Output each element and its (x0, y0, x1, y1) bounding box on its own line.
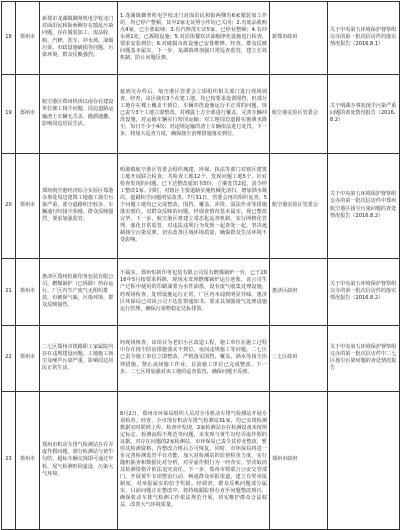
row-problem: 航空港区郑州机场以南存在建设单位施工扬尘问题，周边道路运输渣土车辆无苫盖、抛洒遗撒，影响周边居民生活。 (40, 74, 118, 153)
row-report: 关于中央第五环境保护督察组交办的第一批次信访件的落实情况报告（2016.8.2） (328, 258, 400, 325)
row-number: 21 (2, 258, 16, 325)
row-number: 18 (2, 1, 16, 74)
row-city: 郑州市 (16, 153, 40, 258)
row-city: 郑州市 (16, 258, 40, 325)
report-table (1, 1, 400, 530)
row-number: 22 (2, 325, 16, 391)
table-row (2, 153, 400, 258)
table-row (2, 1, 400, 74)
row-report: 关于中央第五环境保护督察组交办的第一批次信访件中郑州航空港区扬尘污染问题的查处情况报告（2016.8.2） (328, 153, 400, 258)
row-city: 郑州市 (16, 325, 40, 391)
row-report: 关于中央第五环境保护督察组交办的第一批次信访件中二七区扬尘污染问题的查处情况报告 (328, 325, 400, 391)
table-row (2, 74, 400, 153)
row-report (328, 391, 400, 529)
row-problem: 郑州航空港经济综合实验区郑港办事处周边建筑工地施工扬尘污染严重，部分道路积尘较多，车辆通行时扬尘弥漫，群众反映强烈，要求加强监管。 (40, 153, 118, 258)
row-department: 惠济区政府 (270, 258, 328, 325)
row-city: 郑州市 (16, 74, 40, 153)
row-result: 不属实。郑州恒新印务包装有限公司原有燃煤锅炉一台，已于2016年5月按要求拆除，现场未发现燃煤锅炉运行迹象。该公司生产过程中使用的印刷油墨为水性油墨，设有废气收集处理设施，经现场检查，处理设施运行正常，厂区内未闻到明显异味。惠济区环保局已对该公司下达监察通知书，要求其加强废气处理设施运行管理，确保污染物稳定达标排放。 (118, 258, 270, 325)
row-department: 二七区政府 (270, 325, 328, 391)
row-problem: 郑州市机动车排气检测站存在弄虚作假问题，部分检测站与黄牛勾结，超标车辆交钱即可通过年检，尾气检测形同虚设，污染大气环境。 (40, 391, 118, 529)
row-city: 郑州市 (16, 1, 40, 74)
table-row (2, 325, 400, 391)
row-report: 关于明湖办事处扬尘污染严重问题的查处情况报告（2016.8.2） (328, 74, 400, 153)
row-department: 郑州市政府 (270, 391, 328, 529)
row-number: 20 (2, 153, 16, 258)
row-number: 23 (2, 391, 16, 529)
row-problem: 二七区郑州市铁路职工家属院内存在违规建设问题，工地施工扬尘及噪声污染严重，影响周边居民正常生活。 (40, 325, 118, 391)
row-city: 郑州市 (16, 391, 40, 529)
row-number: 19 (2, 74, 16, 153)
table-row (2, 258, 400, 325)
row-result: 1.龙湖镇御翠机电学校北门对面沿民和街两侧有6家服装加工作坊，均已停产整顿，其中2家无证照小作坊已关闭；2.有废品收购点4家，已全部取缔；3.有汽修洗车店5家，已停业整顿；4.有冲水场1处，已拆除设施；5.对沿街餐饮店油烟净化设施进行检查，要求安装到位；6.对破损市政设施已安排维修。经查，群众反映问题基本属实。下一步，龙湖镇将加强日常巡查监管，建立长效机制，防止问题反弹。 (118, 1, 270, 74)
row-result: 8月2日，郑州市环保局组织人员对全市机动车排气检测站开展专项检查。经查，全市现有机动车排气检测站31家，均已实现检测数据实时联网上传。检查中发现，2家检测站存在检测设备未按规定标定、检测流程不规范等问题，未发现与黄牛勾结弄虚作假的证据。对存在问题的2家检测站，市环保局已责令其停业整改，暂停其检测资格，待整改合格后方可恢复。同时，市环保局将进一步完善检测监管平台功能，加大对检测站的监督检查力度，实行随机抽查和数据比对分析，对弄虚作假行为一经查实，坚决取消其检测资格并依法追究责任。下一步，郑州市将联合公安交管部门，开展黄牛专项整治行动，畅通群众举报渠道，建立有奖举报制度，对举报属实的给予奖励。经调查，群众反映问题部分属实，目前问题正在整改中，将持续跟踪督办直至问题整改到位，确保机动车排气检测工作依法规范开展，切实维护群众合法权益，改善大气环境质量。 (118, 391, 270, 529)
row-department: 航空港实验区管委会 (270, 74, 328, 153)
row-department: 新郑市政府 (270, 1, 328, 74)
row-problem: 新郑市龙湖镇御翠机电学校北门对面沿民和街两侧存在散乱污染问题，存在服装加工、废品收购、汽修、洗车、冲水场、油烟污染、市政设施破损等问题，污染环境，群众反映强烈。 (40, 1, 118, 74)
row-report: 关于中央第五环境保护督察组交办的第一批次信访件的落实情况报告（2016.8.1） (328, 1, 400, 74)
row-department: 航空港实验区管委会 (270, 153, 328, 258)
row-problem: 惠济区郑州恒新印务包装有限公司，燃煤锅炉（已拆除）仍在运行，厂区内生产废气无组织排放，有刺鼻气味，污染环境，群众反映强烈。 (40, 258, 118, 325)
row-result: 接到交办件后，航空港区管委会立即组织相关部门进行现场调查。经查，该区域有3个在建工地，均已按要求设置围挡，但部分工地存在裸土覆盖不到位、车辆冲洗设施运行不正常的问题。现已责令3个工地立即整改，对裸露土方全部进行覆盖，完善车辆冲洗设施，对运输车辆实行密闭运输；对工地周边道路实施洒水降尘，每日不少于4次；对违规运输的渣土车辆依法进行处罚。下一步，将加大巡查力度，确保扬尘治理措施落实到位。 (118, 74, 270, 153)
row-result: 经现场核查，该项目为老旧小区改造工程，施工单位在施工过程中存在扬尘防治措施落实不到位、夜间违规施工等问题。二七区已责令施工单位立即整改，严格落实围挡、覆盖、洒水等扬尘治理措施，禁止夜间施工作业。目前施工单位已完成整改。下一步，二七区将加强对该工地的巡查监管，确保问题不反弹。 (118, 325, 270, 391)
table-row (2, 391, 400, 529)
row-result: 明港镇航空港区管委会组织城建、环保、执法等部门对辖区建筑工地开展联合检查，共检查工地12个，发现问题工地5个。针对检查发现的问题，已下达整改通知书5份，立案处罚2起，责令停工整改1家。同时，对辖区主要道路实施机械化清扫，增加洒水频次，道路积尘问题明显改善。7月31日，管委会再次组织复查，5个问题工地均已完成整改，围挡、覆盖、冲洗、湿法作业等措施落实到位。对群众反映的问题，经调查情况基本属实，现已整改完毕。下一步，航空港区将建立常态化巡查机制，实行网格化管理，强化日常监管，对违法违规行为发现一起查处一起，坚决遏制扬尘污染反弹，切实改善区域环境质量，确保群众生活环境不受影响。 (118, 153, 270, 258)
